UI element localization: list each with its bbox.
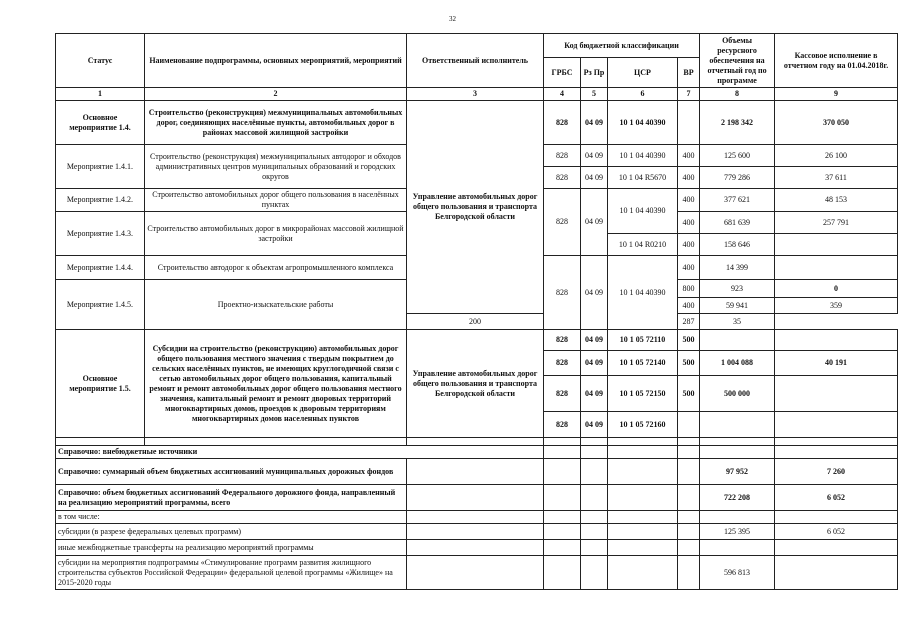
header-name: Наименование подпрограммы, основных мероприятий, мероприятий xyxy=(145,34,407,88)
table-row-extrabudget xyxy=(56,446,898,459)
vr-m145-3: 200 xyxy=(407,314,544,330)
volume-m14: 2 198 342 xyxy=(700,101,775,145)
header-executor: Ответственный исполнитель xyxy=(407,34,544,88)
header-csr: ЦСР xyxy=(608,58,678,88)
status-m143: Мероприятие 1.4.3. xyxy=(56,212,145,256)
col-num: 7 xyxy=(678,88,700,101)
rzpr-m141-2: 04 09 xyxy=(581,167,608,189)
name-m144: Строительство автодорог к объектам агропромышленного комплекса xyxy=(145,256,407,280)
vr-m145-2: 400 xyxy=(678,298,700,314)
header-vr: ВР xyxy=(678,58,700,88)
header-volume: Объемы ресурсного обеспечения на отчетный год по программе xyxy=(700,34,775,88)
ref-subsidies-label: субсидии (в разрезе федеральных целевых программ) xyxy=(56,524,407,540)
cash-m141-2: 37 611 xyxy=(775,167,898,189)
status-m15: Основное мероприятие 1.5. xyxy=(56,330,145,438)
table-row-including xyxy=(56,511,898,524)
vr-m142: 400 xyxy=(678,189,700,212)
volume-m143-1: 681 639 xyxy=(700,212,775,234)
vr-m143-2: 400 xyxy=(678,234,700,256)
cash-m145-2: 359 xyxy=(775,298,898,314)
rzpr-m15-4: 04 09 xyxy=(581,412,608,438)
page-number: 32 xyxy=(449,15,456,23)
vr-m14 xyxy=(678,101,700,145)
csr-m141-1: 10 1 04 40390 xyxy=(608,145,678,167)
table-row-m15-1 xyxy=(56,330,898,351)
header-rzpr: Рз Пр xyxy=(581,58,608,88)
ref-municipal-label: Справочно: суммарный объем бюджетных ассигнований муниципальных дорожных фондов xyxy=(56,459,407,485)
name-m14: Строительство (реконструкция) межмуниципальных автомобильных дорог, соединяющих населённые пункты, автомобильных дорог в районах массовой жилищной застройки xyxy=(145,101,407,145)
header-code-group: Код бюджетной классификации xyxy=(544,34,700,58)
table-row-m14 xyxy=(56,101,898,145)
name-m15: Субсидии на строительство (реконструкцию) автомобильных дорог общего пользования местного значения с твердым покрытием до сельских населённых пунктов, не имеющих круглогодичной связи с сетью автомобильных дорог общего пользования, капитальный ремонт и ремонт автомобильных дорог общего пользования местного значения, капитальный ремонт и ремонт дворовых территорий многоквартирных домов, проездов к дворовым территориям многоквартирных домов населенных пунктов xyxy=(145,330,407,438)
ref-housing-volume: 596 813 xyxy=(700,556,775,590)
grbs-group-b: 828 xyxy=(544,256,581,330)
executor-2: Управление автомобильных дорог общего пользования и транспорта Белгородской области xyxy=(407,330,544,438)
csr-m143-2: 10 1 04 R0210 xyxy=(608,234,678,256)
grbs-m14: 828 xyxy=(544,101,581,145)
volume-m145-2: 59 941 xyxy=(700,298,775,314)
table-row-housing xyxy=(56,556,898,590)
vr-m15-4 xyxy=(678,412,700,438)
cash-m14: 370 050 xyxy=(775,101,898,145)
vr-m145-1: 800 xyxy=(678,280,700,298)
grbs-m15-2: 828 xyxy=(544,351,581,376)
ref-housing-label: субсидии на мероприятия подпрограммы «Стимулирование программ развития жилищного строительства субъектов Российской Федерации» федеральной целевой программы «Жилище» на 2015-2020 годы xyxy=(56,556,407,590)
rzpr-m15-1: 04 09 xyxy=(581,330,608,351)
volume-m141-1: 125 600 xyxy=(700,145,775,167)
csr-m15-2: 10 1 05 72140 xyxy=(608,351,678,376)
col-num: 9 xyxy=(775,88,898,101)
vr-m141-2: 400 xyxy=(678,167,700,189)
col-num: 3 xyxy=(407,88,544,101)
col-num: 1 xyxy=(56,88,145,101)
table-row-municipal xyxy=(56,459,898,485)
cash-m145-1: 0 xyxy=(775,280,898,298)
ref-subsidies-volume: 125 395 xyxy=(700,524,775,540)
column-number-row xyxy=(56,88,898,101)
header-row xyxy=(56,34,898,58)
executor-1: Управление автомобильных дорог общего пользования и транспорта Белгородской области xyxy=(407,101,544,314)
vr-m144: 400 xyxy=(678,256,700,280)
header-grbs: ГРБС xyxy=(544,58,581,88)
volume-m15-4 xyxy=(700,412,775,438)
csr-m15-4: 10 1 05 72160 xyxy=(608,412,678,438)
ref-extrabudget-label: Справочно: внебюджетные источники xyxy=(56,446,544,459)
cash-m144 xyxy=(775,256,898,280)
table-row-subsidies xyxy=(56,524,898,540)
status-m144: Мероприятие 1.4.4. xyxy=(56,256,145,280)
status-m141: Мероприятие 1.4.1. xyxy=(56,145,145,189)
grbs-m15-3: 828 xyxy=(544,376,581,412)
budget-table xyxy=(55,33,898,590)
header-status: Статус xyxy=(56,34,145,88)
vr-m15-2: 500 xyxy=(678,351,700,376)
cash-m142: 48 153 xyxy=(775,189,898,212)
status-m145: Мероприятие 1.4.5. xyxy=(56,280,145,330)
volume-m145-3: 287 xyxy=(678,314,700,330)
ref-subsidies-cash: 6 052 xyxy=(775,524,898,540)
ref-municipal-volume: 97 952 xyxy=(700,459,775,485)
ref-transfers-label: иные межбюджетные трансферты на реализацию мероприятий программы xyxy=(56,540,407,556)
cash-m15-1 xyxy=(775,330,898,351)
col-num: 5 xyxy=(581,88,608,101)
name-m141: Строительство (реконструкция) межмуниципальных автодорог и обходов административных центров муниципальных образований и городских округов xyxy=(145,145,407,189)
volume-m145-1: 923 xyxy=(700,280,775,298)
vr-m15-3: 500 xyxy=(678,376,700,412)
ref-including-label: в том числе: xyxy=(56,511,407,524)
ref-transfers-volume xyxy=(700,540,775,556)
volume-m142: 377 621 xyxy=(700,189,775,212)
cash-m15-3 xyxy=(775,376,898,412)
vr-m141-1: 400 xyxy=(678,145,700,167)
status-m14: Основное мероприятие 1.4. xyxy=(56,101,145,145)
rzpr-m14: 04 09 xyxy=(581,101,608,145)
vr-m143-1: 400 xyxy=(678,212,700,234)
csr-group-b: 10 1 04 40390 xyxy=(608,256,678,330)
table-row-empty xyxy=(56,438,898,446)
rzpr-group-a: 04 09 xyxy=(581,189,608,256)
col-num: 6 xyxy=(608,88,678,101)
cash-m141-1: 26 100 xyxy=(775,145,898,167)
cash-m15-2: 40 191 xyxy=(775,351,898,376)
header-cash: Кассовое исполнение в отчетном году на 01.04.2018г. xyxy=(775,34,898,88)
table-row-transfers xyxy=(56,540,898,556)
col-num: 8 xyxy=(700,88,775,101)
csr-m14: 10 1 04 40390 xyxy=(608,101,678,145)
grbs-m141-1: 828 xyxy=(544,145,581,167)
volume-m144: 14 399 xyxy=(700,256,775,280)
volume-m143-2: 158 646 xyxy=(700,234,775,256)
ref-federal-label: Справочно: объем бюджетных ассигнований Федерального дорожного фонда, направленный на реализацию мероприятий программы, всего xyxy=(56,485,407,511)
grbs-m15-4: 828 xyxy=(544,412,581,438)
csr-m15-3: 10 1 05 72150 xyxy=(608,376,678,412)
rzpr-group-b: 04 09 xyxy=(581,256,608,330)
csr-group-a: 10 1 04 40390 xyxy=(608,189,678,234)
cash-m143-1: 257 791 xyxy=(775,212,898,234)
csr-m141-2: 10 1 04 R5670 xyxy=(608,167,678,189)
cash-m15-4 xyxy=(775,412,898,438)
volume-m15-1 xyxy=(700,330,775,351)
ref-housing-cash xyxy=(775,556,898,590)
ref-municipal-cash: 7 260 xyxy=(775,459,898,485)
vr-m15-1: 500 xyxy=(678,330,700,351)
ref-federal-cash: 6 052 xyxy=(775,485,898,511)
cash-m143-2 xyxy=(775,234,898,256)
name-m143: Строительство автомобильных дорог в микрорайонах массовой жилищной застройки xyxy=(145,212,407,256)
volume-m141-2: 779 286 xyxy=(700,167,775,189)
name-m142: Строительство автомобильных дорог общего пользования в населённых пунктах xyxy=(145,189,407,212)
cash-m145-3: 35 xyxy=(700,314,775,330)
volume-m15-3: 500 000 xyxy=(700,376,775,412)
col-num: 4 xyxy=(544,88,581,101)
grbs-m15-1: 828 xyxy=(544,330,581,351)
grbs-group-a: 828 xyxy=(544,189,581,256)
status-m142: Мероприятие 1.4.2. xyxy=(56,189,145,212)
csr-m15-1: 10 1 05 72110 xyxy=(608,330,678,351)
grbs-m141-2: 828 xyxy=(544,167,581,189)
table-row-federal xyxy=(56,485,898,511)
rzpr-m15-3: 04 09 xyxy=(581,376,608,412)
ref-federal-volume: 722 208 xyxy=(700,485,775,511)
rzpr-m15-2: 04 09 xyxy=(581,351,608,376)
volume-m15-2: 1 004 088 xyxy=(700,351,775,376)
name-m145: Проектно-изыскательские работы xyxy=(145,280,407,330)
rzpr-m141-1: 04 09 xyxy=(581,145,608,167)
ref-transfers-cash xyxy=(775,540,898,556)
col-num: 2 xyxy=(145,88,407,101)
